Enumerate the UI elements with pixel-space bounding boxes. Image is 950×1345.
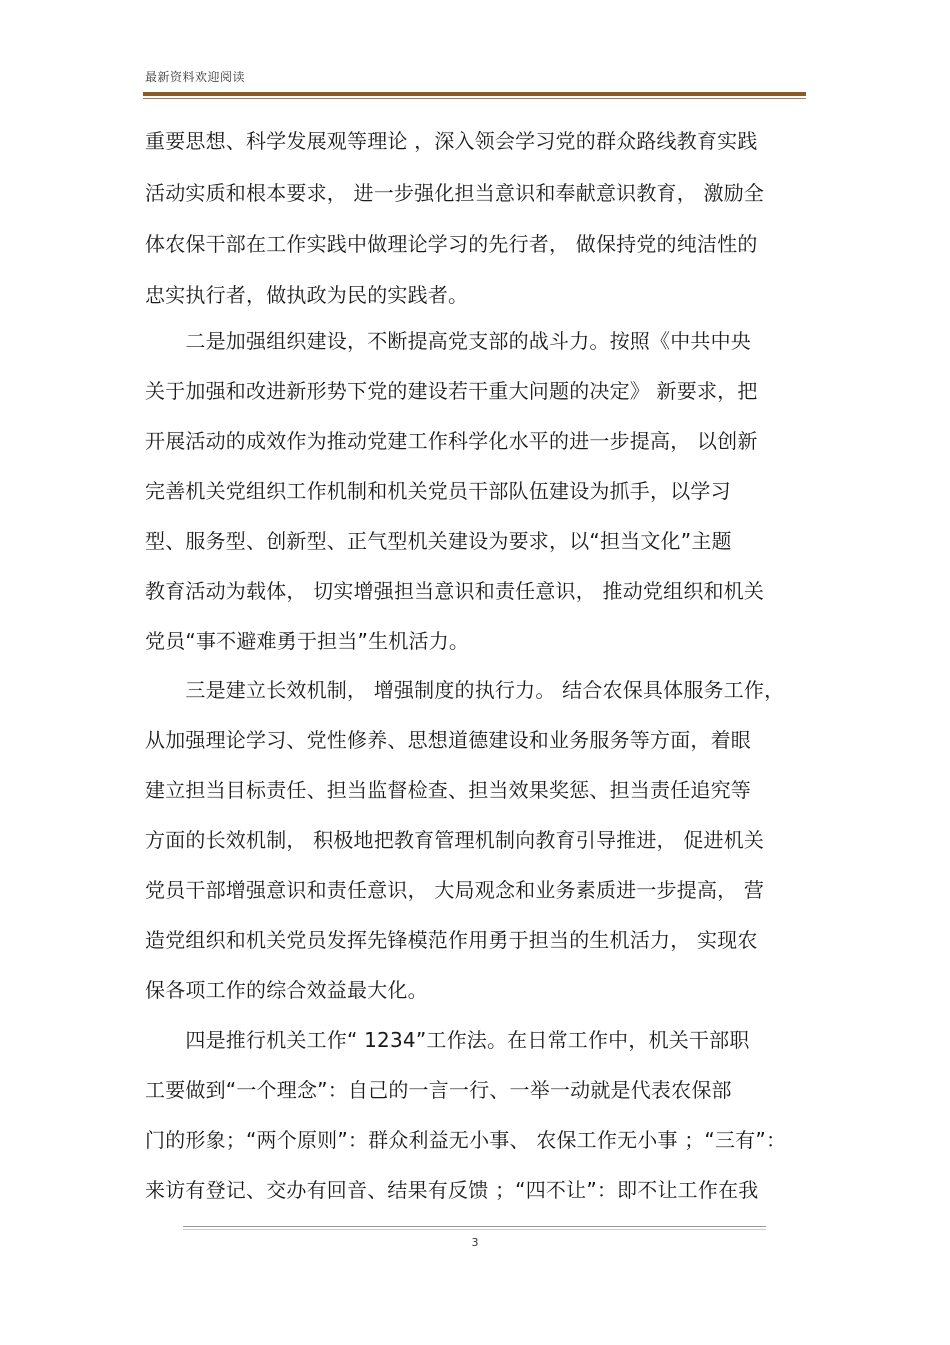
text-line: 关于加强和改进新形势下党的建设若干重大问题的决定》 新要求，把 (145, 379, 758, 403)
text-line: 三是建立长效机制， 增强制度的执行力。 结合农保具体服务工作， (145, 678, 785, 702)
text-line: 工要做到“一个理念”：自己的一言一行、一举一动就是代表农保部 (145, 1078, 732, 1102)
text-line: 党员干部增强意识和责任意识， 大局观念和业务素质进一步提高， 营 (145, 878, 765, 902)
text-line: 造党组织和机关党员发挥先锋模范作用勇于担当的生机活力， 实现农 (145, 928, 758, 952)
text-line: 完善机关党组织工作机制和机关党员干部队伍建设为抓手，以学习 (145, 479, 731, 503)
text-line: 四是推行机关工作“ 1234”工作法。在日常工作中，机关干部职 (145, 1028, 750, 1052)
text-line: 体农保干部在工作实践中做理论学习的先行者， 做保持党的纯洁性的 (145, 232, 758, 256)
text-line: 二是加强组织建设，不断提高党支部的战斗力。按照《中共中央 (145, 329, 751, 353)
text-line: 开展活动的成效作为推动党建工作科学化水平的进一步提高， 以创新 (145, 429, 758, 453)
text-line: 型、服务型、创新型、正气型机关建设为要求，以“担当文化”主题 (145, 529, 732, 553)
text-line: 来访有登记、交办有回音、结果有反馈 ；“四不让”：即不让工作在我 (145, 1178, 759, 1202)
text-line: 教育活动为载体， 切实增强担当意识和责任意识， 推动党组织和机关 (145, 579, 765, 603)
text-line: 党员“事不避难勇于担当”生机活力。 (145, 629, 470, 653)
text-line: 活动实质和根本要求， 进一步强化担当意识和奉献意识教育， 激励全 (145, 181, 765, 205)
page-number: 3 (471, 1236, 479, 1249)
header-text: 最新资料欢迎阅读 (145, 70, 246, 84)
footer-rule-shadow (183, 1229, 766, 1230)
text-line: 建立担当目标责任、担当监督检查、担当效果奖惩、担当责任追究等 (145, 778, 751, 802)
header-rule-thick (143, 92, 806, 96)
footer-rule (183, 1226, 766, 1227)
text-line: 从加强理论学习、党性修养、思想道德建设和业务服务等方面，着眼 (145, 728, 751, 752)
text-line: 重要思想、科学发展观等理论 ，深入领会学习党的群众路线教育实践 (145, 129, 758, 153)
text-line: 门的形象；“两个原则”：群众利益无小事、 农保工作无小事 ；“三有”： (145, 1128, 787, 1152)
text-line: 保各项工作的综合效益最大化。 (145, 978, 428, 1002)
text-line: 方面的长效机制， 积极地把教育管理机制向教育引导推进， 促进机关 (145, 828, 765, 852)
text-line: 忠实执行者，做执政为民的实践者。 (145, 283, 469, 307)
header-rule-thin (143, 98, 806, 99)
